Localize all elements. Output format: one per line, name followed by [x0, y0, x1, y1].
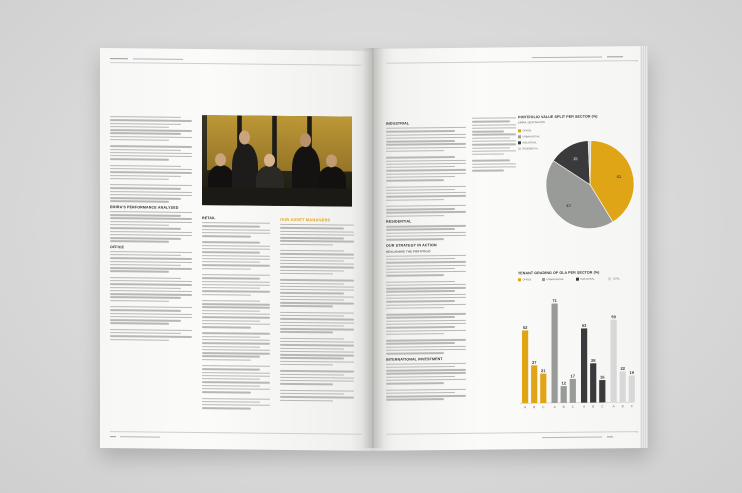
bar-a	[581, 328, 587, 402]
person-figure	[232, 143, 258, 193]
bar-c	[629, 375, 635, 402]
bar-value-label: 12	[561, 380, 566, 386]
bar-category-label: B	[533, 405, 536, 410]
bar-value-label: 16	[600, 374, 605, 380]
bar-a	[552, 304, 558, 403]
person-head	[239, 130, 250, 144]
person-figure	[292, 146, 320, 194]
bar-b	[620, 371, 626, 402]
left-running-header	[110, 56, 183, 61]
bar-category-label: C	[601, 404, 604, 409]
bar-category-label: A	[583, 404, 586, 409]
bar-chart	[518, 284, 636, 417]
bar-category-label: A	[524, 405, 527, 410]
pie-slice-label: 41	[616, 173, 622, 180]
bar-value-label: 28	[590, 357, 596, 363]
pie-slice-label: 43	[566, 202, 571, 209]
bar-legend-label: INDUSTRIAL	[580, 277, 595, 281]
bar-b	[561, 386, 567, 403]
bar-c	[599, 380, 605, 402]
pie-chart-title: PORTFOLIO VALUE SPLIT PER SECTOR (%)	[518, 114, 598, 120]
bar-legend-swatch	[576, 278, 579, 281]
portfolio-heading: EMIRA'S PERFORMANCE ANALYSED	[110, 204, 179, 210]
industrial-heading: INDUSTRIAL	[386, 121, 410, 126]
bar-legend-item	[518, 278, 531, 281]
person-head	[300, 133, 311, 147]
bar-legend-label: URBAN RETAIL	[546, 277, 564, 282]
right-text-column	[386, 118, 466, 403]
bar-legend-item	[542, 278, 564, 281]
asset-managers-heading: OUR ASSET MANAGERS	[280, 216, 331, 223]
international-heading: INTERNATIONAL INVESTMENT	[386, 356, 443, 362]
pie-legend-label: INDUSTRIAL	[522, 141, 537, 145]
bar-category-label: C	[542, 405, 545, 410]
bar-category-label: C	[571, 404, 574, 409]
page-edges	[640, 46, 648, 448]
bar-legend-item	[608, 277, 620, 280]
bar-legend-swatch	[518, 278, 521, 281]
group-photo	[202, 115, 352, 207]
pie-legend-label: OFFICE	[522, 129, 532, 133]
pie-legend-label: RESIDENTIAL	[522, 147, 539, 151]
bar-a	[522, 330, 528, 403]
bar-value-label: 22	[620, 365, 625, 371]
pie-chart-subtitle: EMIRA, DESTINATION	[518, 121, 545, 125]
bar-category-label: A	[612, 404, 615, 409]
bar-c	[570, 379, 576, 403]
pie-slice-label: 15	[572, 156, 578, 162]
office-heading: OFFICE	[110, 244, 125, 250]
bar-b	[531, 365, 537, 403]
right-middle-column	[472, 117, 516, 173]
bar-legend-label: OFFICE	[522, 278, 532, 282]
bar-legend-label: TOTAL	[612, 277, 620, 281]
table-surface	[202, 187, 352, 207]
left-header-rule	[110, 62, 362, 65]
person-head	[264, 154, 275, 167]
bar-value-label: 71	[552, 298, 557, 304]
strategy-heading: OUR STRATEGY IN ACTION	[386, 242, 437, 248]
bar-value-label: 53	[581, 322, 587, 328]
bar-category-label: A	[553, 404, 556, 409]
left-column-2	[202, 213, 270, 411]
bar-chart-title: TENANT GRADING OF GLA PER SECTOR (%)	[518, 270, 600, 276]
bar-legend-swatch	[608, 277, 611, 280]
bar-category-label: B	[621, 404, 624, 409]
book-gutter	[362, 48, 384, 448]
bar-category-label: B	[562, 404, 565, 409]
bar-legend-item	[576, 278, 595, 281]
bar-b	[590, 363, 596, 402]
strategy-subheading: REALIGNING THE PORTFOLIO	[386, 248, 431, 254]
left-page	[100, 48, 372, 451]
bar-value-label: 27	[531, 359, 537, 365]
bar-c	[540, 374, 546, 403]
bar-legend-swatch	[542, 278, 545, 281]
bar-value-label: 19	[629, 370, 635, 376]
bar-category-label: B	[592, 404, 595, 409]
right-folio	[542, 434, 613, 439]
left-folio	[110, 434, 160, 439]
bar-value-label: 17	[570, 373, 576, 379]
residential-heading: RESIDENTIAL	[386, 219, 412, 224]
bar-category-label: C	[630, 404, 633, 409]
bar-value-label: 52	[522, 324, 528, 330]
left-column-1	[110, 116, 192, 343]
right-running-header	[532, 54, 623, 59]
right-header-rule	[386, 60, 638, 63]
left-column-3	[280, 214, 354, 404]
person-head	[215, 153, 226, 166]
bar-value-label: 59	[611, 314, 616, 320]
pie-chart	[518, 116, 638, 257]
pie-legend-label: URBAN RETAIL	[522, 135, 540, 139]
bar-value-label: 21	[541, 368, 546, 374]
person-head	[326, 154, 337, 167]
bar-a	[611, 320, 617, 403]
right-page	[372, 46, 644, 451]
retail-heading: RETAIL	[202, 216, 216, 221]
